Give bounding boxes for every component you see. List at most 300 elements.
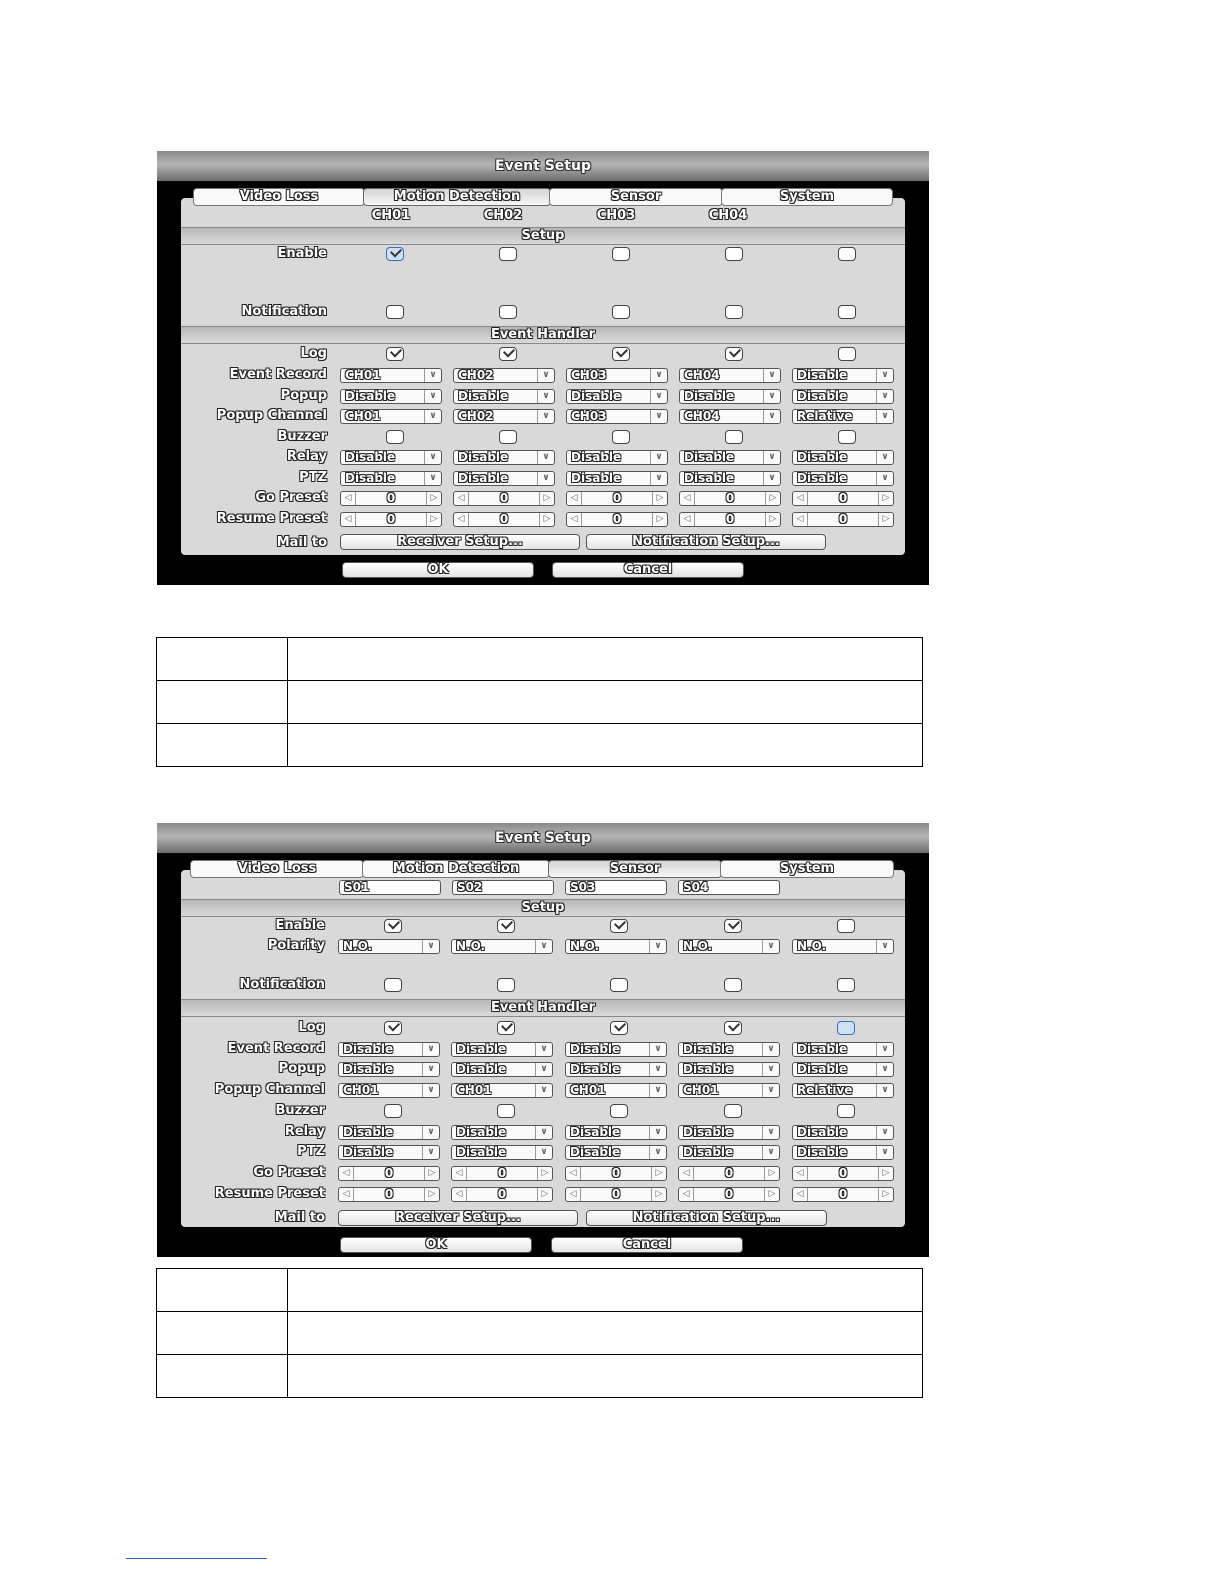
- log-checkbox[interactable]: [497, 1021, 515, 1035]
- increment-arrow-icon[interactable]: ▷: [539, 492, 554, 505]
- buzzer-checkbox[interactable]: [499, 430, 517, 444]
- popup-dropdown[interactable]: [679, 389, 781, 404]
- dropdown-value: CH03: [571, 409, 607, 423]
- event-record-dropdown[interactable]: [792, 368, 894, 383]
- tab-sensor[interactable]: Sensor: [549, 188, 723, 206]
- chevron-down-icon[interactable]: ∨: [763, 390, 780, 403]
- chevron-down-icon[interactable]: ∨: [876, 1043, 893, 1056]
- notification-checkbox[interactable]: [838, 305, 856, 319]
- decrement-arrow-icon[interactable]: ◁: [341, 492, 356, 505]
- dropdown-value: CH01: [345, 368, 381, 382]
- increment-arrow-icon[interactable]: ▷: [537, 1188, 552, 1201]
- dropdown-value: Disable: [343, 1042, 394, 1056]
- decrement-arrow-icon[interactable]: ◁: [680, 513, 695, 526]
- table-cell: [288, 724, 923, 767]
- chevron-down-icon[interactable]: ∨: [422, 1063, 439, 1076]
- chevron-down-icon[interactable]: ∨: [537, 472, 554, 485]
- dropdown-value: Disable: [797, 1062, 848, 1076]
- dropdown-value: Disable: [571, 389, 622, 403]
- popup-dropdown[interactable]: [338, 1062, 440, 1077]
- notification-checkbox[interactable]: [724, 978, 742, 992]
- chevron-down-icon[interactable]: ∨: [650, 410, 667, 423]
- ptz-dropdown[interactable]: [453, 471, 555, 486]
- popup-dropdown[interactable]: [451, 1062, 553, 1077]
- chevron-down-icon[interactable]: ∨: [876, 940, 893, 953]
- relay-dropdown[interactable]: [340, 450, 442, 465]
- resume-preset-label: Resume Preset: [216, 511, 327, 526]
- chevron-down-icon[interactable]: ∨: [876, 410, 893, 423]
- spinner-value: 0: [838, 491, 848, 505]
- chevron-down-icon[interactable]: ∨: [424, 369, 441, 382]
- chevron-down-icon[interactable]: ∨: [763, 451, 780, 464]
- table-row: [157, 638, 923, 681]
- buzzer-checkbox[interactable]: [837, 1104, 855, 1118]
- dropdown-value: CH01: [343, 1083, 379, 1097]
- spinner-value: 0: [499, 512, 509, 526]
- dropdown-value: CH01: [570, 1083, 606, 1097]
- notification-checkbox[interactable]: [612, 305, 630, 319]
- popup-channel-dropdown[interactable]: [566, 409, 668, 424]
- go-preset-spinner[interactable]: [565, 1166, 667, 1181]
- decrement-arrow-icon[interactable]: ◁: [793, 513, 808, 526]
- footnote-rule: [126, 1558, 267, 1559]
- chevron-down-icon[interactable]: ∨: [762, 1084, 779, 1097]
- table-cell: [157, 681, 288, 724]
- notification-checkbox[interactable]: [386, 305, 404, 319]
- chevron-down-icon[interactable]: ∨: [537, 390, 554, 403]
- receiver-setup-button[interactable]: Receiver Setup...: [340, 534, 580, 550]
- enable-checkbox[interactable]: [384, 919, 402, 933]
- decrement-arrow-icon[interactable]: ◁: [339, 1188, 354, 1201]
- decrement-arrow-icon[interactable]: ◁: [454, 513, 469, 526]
- resume-preset-spinner[interactable]: [451, 1187, 553, 1202]
- dropdown-value: Disable: [684, 450, 735, 464]
- decrement-arrow-icon[interactable]: ◁: [567, 513, 582, 526]
- tab-system[interactable]: System: [721, 188, 893, 206]
- table-cell: [288, 681, 923, 724]
- chevron-down-icon[interactable]: ∨: [762, 940, 779, 953]
- chevron-down-icon[interactable]: ∨: [422, 940, 439, 953]
- chevron-down-icon[interactable]: ∨: [649, 1084, 666, 1097]
- dropdown-value: Disable: [343, 1145, 394, 1159]
- cancel-button[interactable]: Cancel: [551, 1237, 743, 1253]
- go-preset-spinner[interactable]: [566, 491, 668, 506]
- tab-system[interactable]: System: [720, 860, 894, 878]
- dropdown-value: N.O.: [683, 939, 713, 953]
- dropdown-value: Disable: [683, 1062, 734, 1076]
- log-checkbox[interactable]: [384, 1021, 402, 1035]
- chevron-down-icon[interactable]: ∨: [650, 390, 667, 403]
- decrement-arrow-icon[interactable]: ◁: [793, 1188, 808, 1201]
- popup-channel-dropdown[interactable]: [792, 1083, 894, 1098]
- enable-checkbox[interactable]: [386, 247, 404, 261]
- popup-channel-dropdown[interactable]: [679, 409, 781, 424]
- enable-checkbox[interactable]: [838, 247, 856, 261]
- buzzer-checkbox[interactable]: [612, 430, 630, 444]
- popup-channel-dropdown[interactable]: [340, 409, 442, 424]
- go-preset-label: Go Preset: [255, 490, 327, 505]
- increment-arrow-icon[interactable]: ▷: [878, 1167, 893, 1180]
- decrement-arrow-icon[interactable]: ◁: [566, 1167, 581, 1180]
- chevron-down-icon[interactable]: ∨: [650, 472, 667, 485]
- resume-preset-spinner[interactable]: [453, 512, 555, 527]
- notification-label: Notification: [241, 304, 327, 319]
- buzzer-checkbox[interactable]: [386, 430, 404, 444]
- relay-dropdown[interactable]: [338, 1125, 440, 1140]
- tab-sensor[interactable]: Sensor: [548, 860, 722, 878]
- dropdown-value: CH03: [571, 368, 607, 382]
- polarity-dropdown[interactable]: [792, 939, 894, 954]
- log-label: Log: [300, 346, 327, 361]
- chevron-down-icon[interactable]: ∨: [424, 390, 441, 403]
- table-cell: [288, 1355, 923, 1398]
- chevron-down-icon[interactable]: ∨: [422, 1126, 439, 1139]
- chevron-down-icon[interactable]: ∨: [763, 472, 780, 485]
- go-preset-spinner[interactable]: [678, 1166, 780, 1181]
- dropdown-value: Disable: [570, 1125, 621, 1139]
- notification-checkbox[interactable]: [497, 978, 515, 992]
- chevron-down-icon[interactable]: ∨: [876, 1084, 893, 1097]
- chevron-down-icon[interactable]: ∨: [537, 410, 554, 423]
- dropdown-value: Disable: [797, 471, 848, 485]
- buzzer-checkbox[interactable]: [838, 430, 856, 444]
- increment-arrow-icon[interactable]: ▷: [424, 1167, 439, 1180]
- resume-preset-spinner[interactable]: [565, 1187, 667, 1202]
- dropdown-value: N.O.: [343, 939, 373, 953]
- event-handler-section-header: Event Handler: [181, 326, 905, 344]
- event-record-dropdown[interactable]: [679, 368, 781, 383]
- buzzer-checkbox[interactable]: [497, 1104, 515, 1118]
- relay-dropdown[interactable]: [565, 1125, 667, 1140]
- relay-dropdown[interactable]: [566, 450, 668, 465]
- go-preset-spinner[interactable]: [338, 1166, 440, 1181]
- popup-channel-dropdown[interactable]: [453, 409, 555, 424]
- notification-setup-button[interactable]: Notification Setup...: [586, 1210, 827, 1226]
- log-checkbox[interactable]: [386, 347, 404, 361]
- chevron-down-icon[interactable]: ∨: [763, 410, 780, 423]
- chevron-down-icon[interactable]: ∨: [763, 369, 780, 382]
- popup-channel-dropdown[interactable]: [678, 1083, 780, 1098]
- relay-dropdown[interactable]: [678, 1125, 780, 1140]
- spinner-value: 0: [725, 512, 735, 526]
- resume-preset-spinner[interactable]: [338, 1187, 440, 1202]
- event-record-dropdown[interactable]: [338, 1042, 440, 1057]
- decrement-arrow-icon[interactable]: ◁: [679, 1167, 694, 1180]
- log-checkbox[interactable]: [838, 347, 856, 361]
- chevron-down-icon[interactable]: ∨: [537, 369, 554, 382]
- decrement-arrow-icon[interactable]: ◁: [452, 1188, 467, 1201]
- enable-checkbox[interactable]: [610, 919, 628, 933]
- enable-checkbox[interactable]: [612, 247, 630, 261]
- increment-arrow-icon[interactable]: ▷: [424, 1188, 439, 1201]
- mail-to-label: Mail to: [274, 1210, 325, 1225]
- relay-dropdown[interactable]: [792, 450, 894, 465]
- chevron-down-icon[interactable]: ∨: [762, 1146, 779, 1159]
- spinner-value: 0: [386, 491, 396, 505]
- dropdown-value: Disable: [456, 1042, 507, 1056]
- window-title: Event Setup: [157, 823, 929, 853]
- buzzer-checkbox[interactable]: [610, 1104, 628, 1118]
- chevron-down-icon[interactable]: ∨: [422, 1146, 439, 1159]
- chevron-down-icon[interactable]: ∨: [762, 1043, 779, 1056]
- increment-arrow-icon[interactable]: ▷: [764, 1167, 779, 1180]
- chevron-down-icon[interactable]: ∨: [649, 1063, 666, 1076]
- polarity-dropdown[interactable]: [451, 939, 553, 954]
- relay-dropdown[interactable]: [679, 450, 781, 465]
- chevron-down-icon[interactable]: ∨: [535, 1063, 552, 1076]
- event-record-dropdown[interactable]: [792, 1042, 894, 1057]
- dropdown-value: Disable: [683, 1145, 734, 1159]
- dropdown-value: Disable: [571, 471, 622, 485]
- log-checkbox[interactable]: [724, 1021, 742, 1035]
- decrement-arrow-icon[interactable]: ◁: [567, 492, 582, 505]
- buzzer-label: Buzzer: [275, 1103, 325, 1118]
- decrement-arrow-icon[interactable]: ◁: [679, 1188, 694, 1201]
- chevron-down-icon[interactable]: ∨: [876, 451, 893, 464]
- increment-arrow-icon[interactable]: ▷: [765, 513, 780, 526]
- ptz-dropdown[interactable]: [565, 1145, 667, 1160]
- decrement-arrow-icon[interactable]: ◁: [341, 513, 356, 526]
- chevron-down-icon[interactable]: ∨: [422, 1043, 439, 1056]
- tab-video-loss[interactable]: Video Loss: [193, 188, 365, 206]
- polarity-dropdown[interactable]: [678, 939, 780, 954]
- popup-dropdown[interactable]: [792, 389, 894, 404]
- popup-dropdown[interactable]: [678, 1062, 780, 1077]
- popup-dropdown[interactable]: [340, 389, 442, 404]
- sensor-name-input[interactable]: S02: [452, 880, 554, 895]
- event-record-label: Event Record: [227, 1041, 325, 1056]
- popup-channel-label: Popup Channel: [216, 408, 327, 423]
- buzzer-checkbox[interactable]: [724, 1104, 742, 1118]
- event-record-dropdown[interactable]: [566, 368, 668, 383]
- channel-header: CH01: [371, 208, 411, 223]
- chevron-down-icon[interactable]: ∨: [537, 451, 554, 464]
- chevron-down-icon[interactable]: ∨: [535, 1084, 552, 1097]
- go-preset-spinner[interactable]: [792, 1166, 894, 1181]
- sensor-name-input[interactable]: S03: [565, 880, 667, 895]
- decrement-arrow-icon[interactable]: ◁: [452, 1167, 467, 1180]
- spinner-value: 0: [497, 1166, 507, 1180]
- chevron-down-icon[interactable]: ∨: [535, 1146, 552, 1159]
- chevron-down-icon[interactable]: ∨: [876, 1146, 893, 1159]
- cancel-button[interactable]: Cancel: [552, 562, 744, 578]
- popup-dropdown[interactable]: [565, 1062, 667, 1077]
- description-table: [156, 1268, 923, 1398]
- chevron-down-icon[interactable]: ∨: [649, 940, 666, 953]
- increment-arrow-icon[interactable]: ▷: [426, 492, 441, 505]
- popup-channel-label: Popup Channel: [214, 1082, 325, 1097]
- chevron-down-icon[interactable]: ∨: [535, 1126, 552, 1139]
- popup-dropdown[interactable]: [792, 1062, 894, 1077]
- decrement-arrow-icon[interactable]: ◁: [566, 1188, 581, 1201]
- dropdown-value: Disable: [684, 389, 735, 403]
- go-preset-spinner[interactable]: [451, 1166, 553, 1181]
- resume-preset-spinner[interactable]: [792, 512, 894, 527]
- chevron-down-icon[interactable]: ∨: [876, 1063, 893, 1076]
- go-preset-spinner[interactable]: [453, 491, 555, 506]
- chevron-down-icon[interactable]: ∨: [424, 451, 441, 464]
- increment-arrow-icon[interactable]: ▷: [539, 513, 554, 526]
- increment-arrow-icon[interactable]: ▷: [537, 1167, 552, 1180]
- dropdown-value: Disable: [797, 368, 848, 382]
- chevron-down-icon[interactable]: ∨: [876, 390, 893, 403]
- tab-video-loss[interactable]: Video Loss: [190, 860, 364, 878]
- ptz-dropdown[interactable]: [451, 1145, 553, 1160]
- spinner-value: 0: [612, 512, 622, 526]
- notification-checkbox[interactable]: [499, 305, 517, 319]
- increment-arrow-icon[interactable]: ▷: [652, 513, 667, 526]
- event-record-dropdown[interactable]: [451, 1042, 553, 1057]
- popup-channel-dropdown[interactable]: [451, 1083, 553, 1098]
- resume-preset-spinner[interactable]: [678, 1187, 780, 1202]
- log-checkbox[interactable]: [499, 347, 517, 361]
- notification-setup-button[interactable]: Notification Setup...: [586, 534, 826, 550]
- go-preset-spinner[interactable]: [340, 491, 442, 506]
- relay-dropdown[interactable]: [792, 1125, 894, 1140]
- chevron-down-icon[interactable]: ∨: [535, 940, 552, 953]
- notification-label: Notification: [239, 977, 325, 992]
- go-preset-spinner[interactable]: [679, 491, 781, 506]
- enable-checkbox[interactable]: [724, 919, 742, 933]
- log-checkbox[interactable]: [612, 347, 630, 361]
- table-row: [157, 681, 923, 724]
- dropdown-value: Disable: [345, 471, 396, 485]
- log-checkbox[interactable]: [837, 1021, 855, 1035]
- relay-dropdown[interactable]: [451, 1125, 553, 1140]
- chevron-down-icon[interactable]: ∨: [649, 1146, 666, 1159]
- ptz-dropdown[interactable]: [792, 471, 894, 486]
- dropdown-value: Disable: [343, 1125, 394, 1139]
- table-cell: [157, 1269, 288, 1312]
- increment-arrow-icon[interactable]: ▷: [878, 513, 893, 526]
- event-record-dropdown[interactable]: [340, 368, 442, 383]
- chevron-down-icon[interactable]: ∨: [650, 451, 667, 464]
- ptz-dropdown[interactable]: [566, 471, 668, 486]
- ok-button[interactable]: OK: [342, 562, 534, 578]
- sensor-name-input[interactable]: S01: [339, 880, 441, 895]
- chevron-down-icon[interactable]: ∨: [535, 1043, 552, 1056]
- event-record-dropdown[interactable]: [678, 1042, 780, 1057]
- ptz-dropdown[interactable]: [678, 1145, 780, 1160]
- polarity-label: Polarity: [267, 938, 325, 953]
- buzzer-label: Buzzer: [277, 429, 327, 444]
- event-record-dropdown[interactable]: [565, 1042, 667, 1057]
- table-cell: [157, 1312, 288, 1355]
- sensor-name-input[interactable]: S04: [678, 880, 780, 895]
- increment-arrow-icon[interactable]: ▷: [426, 513, 441, 526]
- chevron-down-icon[interactable]: ∨: [762, 1126, 779, 1139]
- increment-arrow-icon[interactable]: ▷: [765, 492, 780, 505]
- dropdown-value: Disable: [683, 1125, 734, 1139]
- dropdown-value: Disable: [570, 1145, 621, 1159]
- decrement-arrow-icon[interactable]: ◁: [339, 1167, 354, 1180]
- event-record-dropdown[interactable]: [453, 368, 555, 383]
- ptz-dropdown[interactable]: [792, 1145, 894, 1160]
- table-cell: [157, 638, 288, 681]
- chevron-down-icon[interactable]: ∨: [876, 1126, 893, 1139]
- notification-checkbox[interactable]: [725, 305, 743, 319]
- increment-arrow-icon[interactable]: ▷: [764, 1188, 779, 1201]
- chevron-down-icon[interactable]: ∨: [876, 472, 893, 485]
- increment-arrow-icon[interactable]: ▷: [878, 492, 893, 505]
- resume-preset-spinner[interactable]: [679, 512, 781, 527]
- tab-motion-detection[interactable]: Motion Detection: [362, 860, 550, 878]
- log-checkbox[interactable]: [610, 1021, 628, 1035]
- popup-channel-dropdown[interactable]: [338, 1083, 440, 1098]
- chevron-down-icon[interactable]: ∨: [424, 410, 441, 423]
- decrement-arrow-icon[interactable]: ◁: [454, 492, 469, 505]
- relay-dropdown[interactable]: [453, 450, 555, 465]
- table-cell: [157, 1355, 288, 1398]
- popup-dropdown[interactable]: [453, 389, 555, 404]
- table-cell: [288, 1269, 923, 1312]
- spinner-value: 0: [384, 1187, 394, 1201]
- ok-button[interactable]: OK: [340, 1237, 532, 1253]
- tab-motion-detection[interactable]: Motion Detection: [363, 188, 551, 206]
- channel-header: CH04: [708, 208, 748, 223]
- chevron-down-icon[interactable]: ∨: [422, 1084, 439, 1097]
- buzzer-checkbox[interactable]: [725, 430, 743, 444]
- setup-section-header: Setup: [181, 899, 905, 917]
- popup-dropdown[interactable]: [566, 389, 668, 404]
- chevron-down-icon[interactable]: ∨: [762, 1063, 779, 1076]
- resume-preset-spinner[interactable]: [340, 512, 442, 527]
- notification-checkbox[interactable]: [837, 978, 855, 992]
- table-row: [157, 1269, 923, 1312]
- enable-checkbox[interactable]: [499, 247, 517, 261]
- increment-arrow-icon[interactable]: ▷: [652, 492, 667, 505]
- dropdown-value: Relative: [797, 1083, 853, 1097]
- dropdown-value: Disable: [684, 471, 735, 485]
- increment-arrow-icon[interactable]: ▷: [651, 1167, 666, 1180]
- polarity-dropdown[interactable]: [338, 939, 440, 954]
- popup-channel-dropdown[interactable]: [565, 1083, 667, 1098]
- dropdown-value: Disable: [797, 1125, 848, 1139]
- decrement-arrow-icon[interactable]: ◁: [793, 492, 808, 505]
- enable-checkbox[interactable]: [837, 919, 855, 933]
- polarity-dropdown[interactable]: [565, 939, 667, 954]
- receiver-setup-button[interactable]: Receiver Setup...: [338, 1210, 578, 1226]
- chevron-down-icon[interactable]: ∨: [649, 1126, 666, 1139]
- resume-preset-spinner[interactable]: [566, 512, 668, 527]
- ptz-dropdown[interactable]: [338, 1145, 440, 1160]
- dropdown-value: Disable: [797, 1042, 848, 1056]
- resume-preset-spinner[interactable]: [792, 1187, 894, 1202]
- dropdown-value: Disable: [797, 1145, 848, 1159]
- enable-label: Enable: [275, 918, 325, 933]
- buzzer-checkbox[interactable]: [384, 1104, 402, 1118]
- notification-checkbox[interactable]: [384, 978, 402, 992]
- chevron-down-icon[interactable]: ∨: [650, 369, 667, 382]
- ptz-dropdown[interactable]: [340, 471, 442, 486]
- notification-checkbox[interactable]: [610, 978, 628, 992]
- increment-arrow-icon[interactable]: ▷: [651, 1188, 666, 1201]
- popup-channel-dropdown[interactable]: [792, 409, 894, 424]
- chevron-down-icon[interactable]: ∨: [649, 1043, 666, 1056]
- ptz-dropdown[interactable]: [679, 471, 781, 486]
- increment-arrow-icon[interactable]: ▷: [878, 1188, 893, 1201]
- decrement-arrow-icon[interactable]: ◁: [793, 1167, 808, 1180]
- log-checkbox[interactable]: [725, 347, 743, 361]
- chevron-down-icon[interactable]: ∨: [876, 369, 893, 382]
- decrement-arrow-icon[interactable]: ◁: [680, 492, 695, 505]
- chevron-down-icon[interactable]: ∨: [424, 472, 441, 485]
- go-preset-spinner[interactable]: [792, 491, 894, 506]
- go-preset-label: Go Preset: [253, 1165, 325, 1180]
- spinner-value: 0: [725, 491, 735, 505]
- enable-checkbox[interactable]: [497, 919, 515, 933]
- enable-checkbox[interactable]: [725, 247, 743, 261]
